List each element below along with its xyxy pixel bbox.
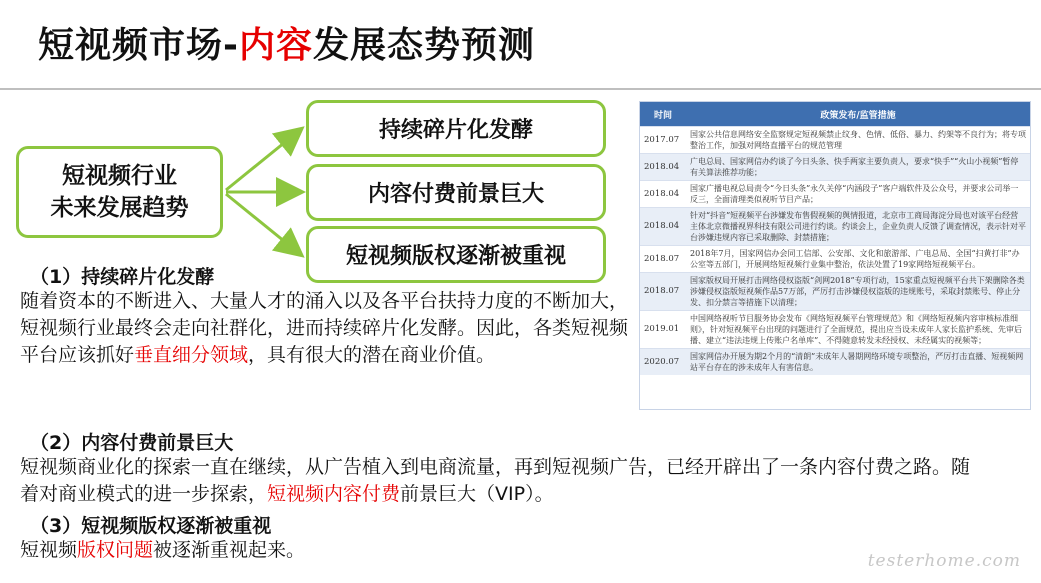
row-text: 国家公共信息网络安全监察规定短视频禁止纹身、色情、低俗、暴力、约架等不良行为；将专项整治工作，加强对网络直播平台的规范管理 bbox=[686, 127, 1030, 154]
trend-1-label: 持续碎片化发酵 bbox=[378, 118, 533, 143]
policy-table bbox=[640, 102, 1030, 375]
source-line-2: 未来发展趋势 bbox=[50, 195, 189, 221]
trend-2-label: 内容付费前景巨大 bbox=[367, 182, 544, 207]
title-prefix: 短视频市场- bbox=[38, 25, 239, 66]
row-time: 2018.04 bbox=[640, 181, 686, 208]
arrow-to-trend-3 bbox=[226, 194, 300, 254]
policy-table-panel bbox=[639, 101, 1031, 410]
section-1-text-b: ，具有很大的潜在商业价值。 bbox=[248, 344, 496, 366]
section-3-highlight: 版权问题 bbox=[77, 539, 154, 561]
section-1-heading: （1）持续碎片化发酵 bbox=[30, 266, 215, 288]
site-watermark: testerhome.com bbox=[867, 551, 1021, 571]
section-2-body bbox=[20, 454, 980, 508]
table-row bbox=[640, 181, 1030, 208]
row-time: 2018.04 bbox=[640, 154, 686, 181]
section-1-highlight: 垂直细分领域 bbox=[134, 344, 249, 366]
table-row bbox=[640, 208, 1030, 246]
trend-3-label: 短视频版权逐渐被重视 bbox=[345, 244, 566, 269]
source-line-1: 短视频行业 bbox=[62, 163, 177, 189]
col-header-time: 时间 bbox=[640, 102, 686, 127]
row-time: 2020.07 bbox=[640, 349, 686, 376]
title-highlight: 内容 bbox=[238, 25, 313, 66]
row-text: 国家版权局开展打击网络侵权盗版“剑网2018”专项行动，15家重点短视频平台共下架删除各类涉嫌侵权盗版短视频作品57万部，严厉打击涉嫌侵权盗版的违规账号，采取封禁账号、停止分发、扣分禁言等措施下以清理； bbox=[686, 273, 1030, 311]
row-text: 中国网络视听节目服务协会发布《网络短视频平台管理规范》和《网络短视频内容审核标准细则》，针对短视频平台出现的问题进行了全面规范，提出应当设未成年人家长监护系统、先审后播、建立“违法违规上传账户名单库”、不得随意转发未经授权、未经属实的视频等； bbox=[686, 311, 1030, 349]
title-suffix: 发展态势预测 bbox=[312, 25, 535, 66]
industry-trend-source-box bbox=[16, 146, 223, 238]
row-text: 针对“抖音”短视频平台涉嫌发布售假视频的舆情报道，北京市工商局海淀分局也对该平台经营主体北京微播视界科技有限公司进行约谈。约谈会上，企业负责人反馈了调查情况，表示针对平台涉嫌违规内容已采取删除、封禁措施； bbox=[686, 208, 1030, 246]
row-time: 2018.07 bbox=[640, 273, 686, 311]
table-row bbox=[640, 273, 1030, 311]
section-3-heading: （3）短视频版权逐渐被重视 bbox=[30, 515, 272, 537]
section-3-text-b: 被逐渐重视起来。 bbox=[153, 539, 306, 561]
section-2-highlight: 短视频内容付费 bbox=[267, 483, 401, 505]
section-1-text-a: 随着资本的不断进入、大量人才的涌入以及各平台扶持力度的不断加大，短视频行业最终会走向社群化，进而持续碎片化发酵。因此，各类短视频平台应该抓好 bbox=[20, 290, 629, 366]
row-time: 2018.07 bbox=[640, 246, 686, 273]
trend-box-fragmentation bbox=[306, 100, 606, 157]
row-time: 2017.07 bbox=[640, 127, 686, 154]
section-3-body bbox=[20, 537, 820, 564]
section-2-text-a: 短视频商业化的探索一直在继续，从广告植入到电商流量，再到短视频广告，已经开辟出了一条内容付费之路。随着对商业模式的进一步探索， bbox=[20, 456, 971, 505]
row-time: 2019.01 bbox=[640, 311, 686, 349]
section-2-text-b: 前景巨大（VIP）。 bbox=[400, 483, 554, 505]
section-1-body bbox=[20, 288, 632, 369]
trend-box-copyright bbox=[306, 226, 606, 283]
row-text: 广电总局、国家网信办约谈了今日头条、快手两家主要负责人，要求“快手”“火山小视频”暂停有关算法推荐功能； bbox=[686, 154, 1030, 181]
row-text: 2018年7月，国家网信办会同工信部、公安部、文化和旅游部、广电总局、全国“扫黄打非”办公室等五部门，开展网络短视频行业集中整治，依法处置了19家网络短视频平台。 bbox=[686, 246, 1030, 273]
section-2-heading: （2）内容付费前景巨大 bbox=[30, 432, 234, 454]
table-row bbox=[640, 311, 1030, 349]
row-text: 国家广播电视总局责令“今日头条”永久关停“内涵段子”客户端软件及公众号，并要求公司举一反三，全面清理类似视听节目产品； bbox=[686, 181, 1030, 208]
col-header-policy: 政策发布/监管措施 bbox=[686, 102, 1030, 127]
section-3-text-a: 短视频 bbox=[20, 539, 78, 561]
arrow-to-trend-1 bbox=[226, 130, 300, 190]
row-time: 2018.04 bbox=[640, 208, 686, 246]
trend-box-paid-content bbox=[306, 164, 606, 221]
table-row bbox=[640, 127, 1030, 154]
table-row bbox=[640, 154, 1030, 181]
row-text: 国家网信办开展为期2个月的“清朗”未成年人暑期网络环境专项整治，严厉打击直播、短视频网站平台存在的涉未成年人有害信息。 bbox=[686, 349, 1030, 376]
table-row bbox=[640, 246, 1030, 273]
table-row bbox=[640, 349, 1030, 376]
